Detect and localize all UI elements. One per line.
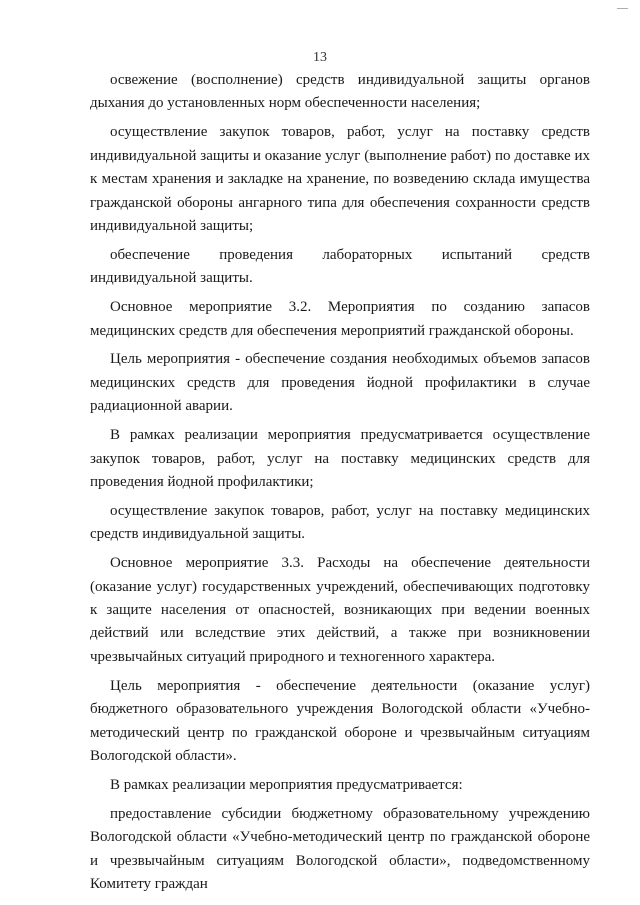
paragraph: В рамках реализации мероприятия предусматривается: — [110, 776, 463, 793]
paragraph: Цель мероприятия - обеспечение деятельности (оказание услуг) бюджетного образовательного учреждения Вологодской области «Учебно-методический центр по гражданской обороне и чрезвычайным ситуациям Вологодской области». — [90, 677, 590, 764]
paragraph: В рамках реализации мероприятия предусматривается осуществление закупок товаров, работ, услуг на поставку медицинских средств для проведения йодной профилактики; — [90, 427, 590, 490]
paragraph: Основное мероприятие 3.2. Мероприятия по созданию запасов медицинских средств для обеспечения мероприятий гражданской обороны. — [90, 299, 590, 339]
paragraph: освежение (восполнение) средств индивидуальной защиты органов дыхания до установленных норм обеспеченности населения; — [90, 72, 590, 112]
paragraph: осуществление закупок товаров, работ, услуг на поставку средств индивидуальной защиты и оказание услуг (выполнение работ) по доставке их к местам хранения и закладке на хранение, по возведению склада имущества гражданской обороны ангарного типа для обеспечения сохранности средств индивидуальной защиты; — [90, 124, 590, 234]
paragraph: Основное мероприятие 3.3. Расходы на обеспечение деятельности (оказание услуг) государственных учреждений, обеспечивающих подготовку к защите населения от опасностей, возникающих при ведении военных действий или вследствие этих действий, а также при возникновении чрезвычайных ситуаций природного и техногенного характера. — [90, 555, 590, 665]
corner-mark: — — [617, 2, 628, 14]
paragraph: осуществление закупок товаров, работ, услуг на поставку медицинских средств индивидуальной защиты. — [90, 502, 590, 543]
document-body — [90, 69, 590, 902]
paragraph: предоставление субсидии бюджетному образовательному учреждению Вологодской области «Учебно-методический центр по гражданской обороне и чрезвычайным ситуациям Вологодской области», подведомственному Комитету граждан — [90, 805, 590, 892]
paragraph: обеспечение проведения лабораторных испытаний средств индивидуальной защиты. — [90, 246, 590, 287]
paragraph: Цель мероприятия - обеспечение создания необходимых объемов запасов медицинских средств для проведения йодной профилактики в случае радиационной аварии. — [90, 351, 590, 415]
page-number: 13 — [313, 50, 327, 65]
